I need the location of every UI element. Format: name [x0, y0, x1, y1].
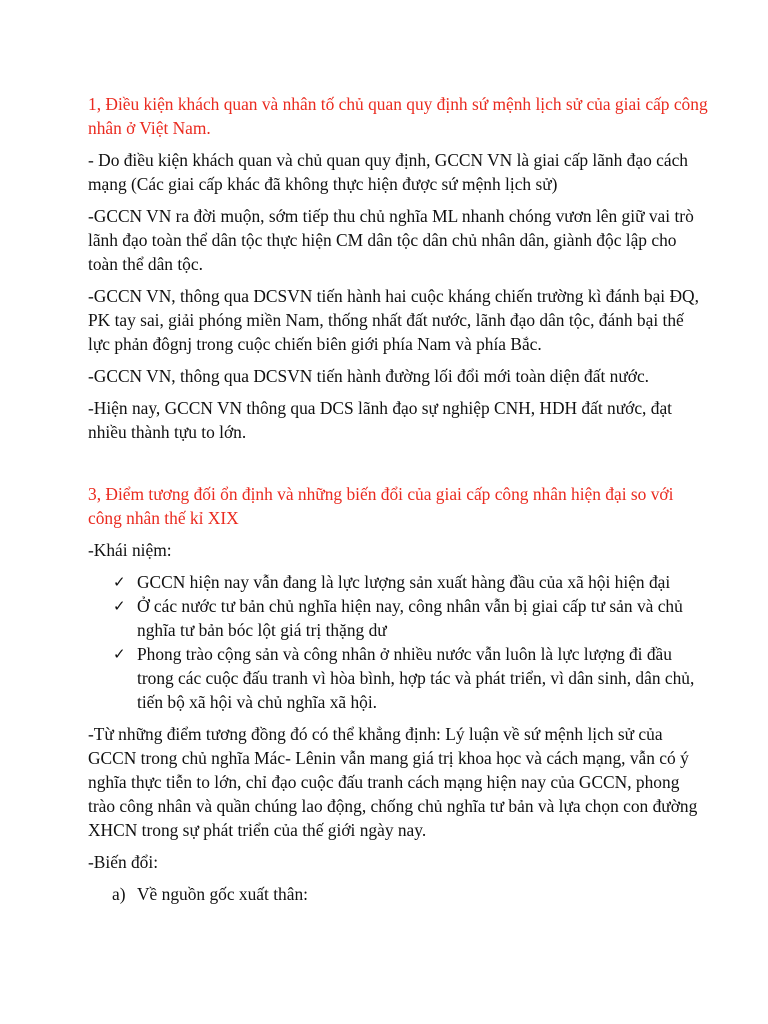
list-marker: a): [112, 884, 126, 904]
check-item-text: Phong trào cộng sản và công nhân ở nhiều nước vẫn luôn là lực lượng đi đầu trong các cuộc đấu tranh vì hòa bình, hợp tác và phát triển, vì dân sinh, dân chủ, tiến bộ xã hội và chủ nghĩa xã hội.: [137, 644, 695, 712]
concept-label: -Khái niệm:: [88, 540, 172, 560]
section-1-paragraph: -GCCN VN ra đời muộn, sớm tiếp thu chủ nghĩa ML nhanh chóng vươn lên giữ vai trò lãnh đạo toàn thể dân tộc thực hiện CM dân tộc dân chủ nhân dân, giành độc lập cho toàn thể dân tộc.: [88, 206, 694, 274]
section-1-paragraph: -GCCN VN, thông qua DCSVN tiến hành hai cuộc kháng chiến trường kì đánh bại ĐQ, PK tay sai, giải phóng miền Nam, thống nhất đất nước, lãnh đạo dân tộc, đánh bại thế lực phản đôgnj trong cuộc chiến biên giới phía Nam và phía Bắc.: [88, 286, 699, 354]
section-1-paragraph: - Do điều kiện khách quan và chủ quan quy định, GCCN VN là giai cấp lãnh đạo cách mạng (Các giai cấp khác đã không thực hiện được sứ mệnh lịch sử): [88, 150, 688, 194]
section-3-heading: 3, Điểm tương đối ổn định và những biến đổi của giai cấp công nhân hiện đại so với công nhân thế kỉ XIX: [88, 484, 674, 528]
alpha-item-text: Về nguồn gốc xuất thân:: [137, 884, 308, 904]
checkmark-list: [88, 570, 708, 714]
checkmark-icon: ✓: [113, 645, 126, 663]
alpha-list: [88, 882, 708, 906]
check-list-item: [88, 570, 708, 594]
alpha-list-item: [88, 882, 708, 906]
check-list-item: [88, 594, 708, 642]
conclusion-paragraph: -Từ những điểm tương đồng đó có thể khẳng định: Lý luận về sứ mệnh lịch sử của GCCN trong chủ nghĩa Mác- Lênin vẫn mang giá trị khoa học và cách mạng, vẫn có ý nghĩa thực tiễn to lớn, chỉ đạo cuộc đấu tranh cách mạng hiện nay của GCCN, phong trào công nhân và quần chúng lao động, chống chủ nghĩa tư bản và lựa chọn con đường XHCN trong sự phát triển của thế giới ngày nay.: [88, 724, 698, 840]
section-spacer: [88, 452, 708, 482]
check-item-text: GCCN hiện nay vẫn đang là lực lượng sản xuất hàng đầu của xã hội hiện đại: [137, 572, 671, 592]
check-item-text: Ở các nước tư bản chủ nghĩa hiện nay, công nhân vẫn bị giai cấp tư sản và chủ nghĩa tư bản bóc lột giá trị thặng dư: [137, 596, 683, 640]
checkmark-icon: ✓: [113, 573, 126, 591]
section-1-paragraph: -GCCN VN, thông qua DCSVN tiến hành đường lối đổi mới toàn diện đất nước.: [88, 366, 650, 386]
checkmark-icon: ✓: [113, 597, 126, 615]
section-1-paragraph: -Hiện nay, GCCN VN thông qua DCS lãnh đạo sự nghiệp CNH, HDH đất nước, đạt nhiều thành tựu to lớn.: [88, 398, 673, 442]
changes-label: -Biến đổi:: [88, 852, 159, 872]
check-list-item: [88, 642, 708, 714]
section-1-heading: 1, Điều kiện khách quan và nhân tố chủ quan quy định sứ mệnh lịch sử của giai cấp công nhân ở Việt Nam.: [88, 94, 708, 138]
